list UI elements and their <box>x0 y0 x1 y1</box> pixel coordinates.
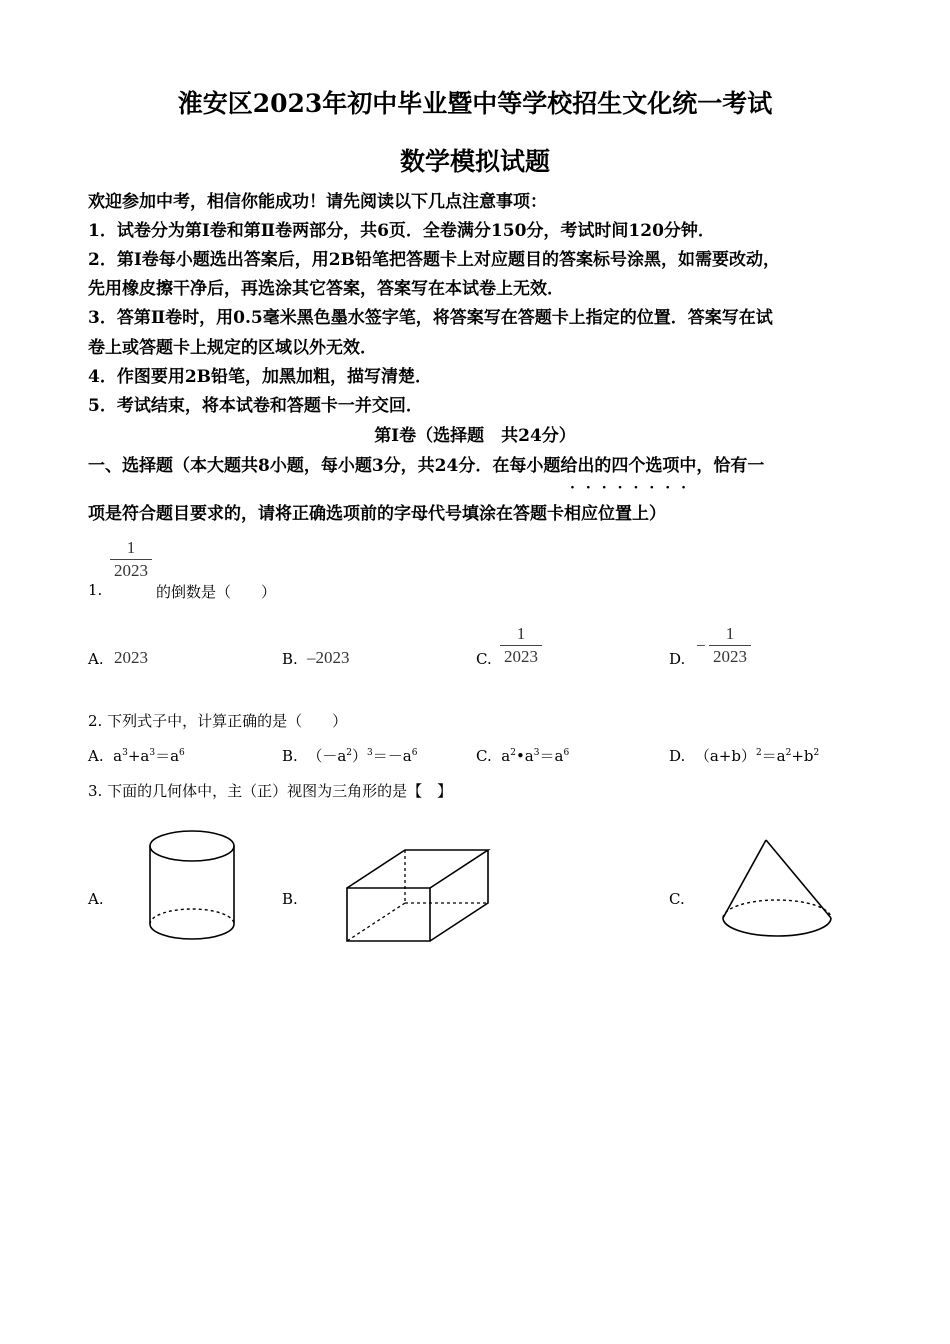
notice-item-4: 4．作图要用2B铅笔，加黑加粗，描写清楚． <box>88 367 433 387</box>
q1-option-b-label: B. <box>282 650 298 668</box>
q1-option-c-label: C. <box>476 650 492 668</box>
fraction-bar <box>500 645 542 646</box>
cylinder-figure <box>145 826 241 948</box>
q3-option-b-label: B. <box>282 890 298 908</box>
section-instruction-line-1: 一、选择题（本大题共8小题，每小题3分，共24分．在每小题给出的四个选项中，恰有一 <box>88 456 765 476</box>
exam-title: 淮安区2023年初中毕业暨中等学校招生文化统一考试 <box>177 89 773 118</box>
q1-option-d-label: D. <box>669 650 686 668</box>
q2-option-d-expression: $(a+b)^2=a^2+b^2$ <box>690 747 820 765</box>
emphasis-dots: ········ <box>570 480 697 496</box>
q3-option-a-label: A. <box>88 890 104 908</box>
cone-figure <box>718 836 838 944</box>
exam-subtitle: 数学模拟试题 <box>399 147 550 176</box>
q1-stem: 的倒数是（ ） <box>156 583 277 601</box>
q1-option-c-numerator: 1 <box>516 624 526 643</box>
q1-fraction-denominator: 2023 <box>114 561 148 580</box>
q2-stem: 2. 下列式子中，计算正确的是（ ） <box>88 712 348 730</box>
notice-item-2-line-1: 2．第Ⅰ卷每小题选出答案后，用2B铅笔把答题卡上对应题目的答案标号涂黑，如需要改动， <box>88 250 780 270</box>
notice-intro: 欢迎参加中考，相信你能成功！请先阅读以下几点注意事项： <box>88 192 547 212</box>
q2-option-b <box>282 745 417 766</box>
q1-option-d-sign: − <box>696 636 706 655</box>
q1-option-c-denominator: 2023 <box>504 647 538 666</box>
q2-option-c <box>476 745 569 766</box>
q3-option-c-label: C. <box>669 890 685 908</box>
notice-item-2-line-2: 先用橡皮擦干净后，再选涂其它答案，答案写在本试卷上无效． <box>88 279 564 299</box>
q1-option-d-fraction <box>709 624 751 667</box>
q1-fraction <box>110 538 152 581</box>
q1-option-d-denominator: 2023 <box>713 647 747 666</box>
q2-option-c-label: C. <box>476 747 492 765</box>
q1-fraction-numerator: 1 <box>126 538 136 557</box>
fraction-bar <box>709 645 751 646</box>
q2-option-d-label: D. <box>669 747 686 765</box>
q2-option-b-expression: $(-a^2)^3=-a^6$ <box>302 747 418 765</box>
q2-option-a-label: A. <box>88 747 104 765</box>
section-heading: 第Ⅰ卷（选择题 共24分） <box>374 426 576 446</box>
notice-item-3-line-1: 3．答第Ⅱ卷时，用0.5毫米黑色墨水签字笔，将答案写在答题卡上指定的位置．答案写在试 <box>88 308 773 328</box>
q1-option-d-numerator: 1 <box>725 624 735 643</box>
q2-option-d <box>669 745 819 766</box>
notice-item-3-line-2: 卷上或答题卡上规定的区域以外无效． <box>88 338 377 358</box>
q1-option-a-label: A. <box>88 650 104 668</box>
q2-option-c-expression: $a^2•a^3=a^6$ <box>496 747 570 765</box>
fraction-bar <box>110 559 152 560</box>
q2-option-a-expression: $a^3+a^3=a^6$ <box>108 747 185 765</box>
rectangular-prism-figure <box>342 844 494 946</box>
notice-item-1: 1．试卷分为第Ⅰ卷和第Ⅱ卷两部分，共6页．全卷满分150分，考试时间120分钟． <box>88 221 715 241</box>
q2-option-b-label: B. <box>282 747 298 765</box>
q3-stem: 3. 下面的几何体中，主（正）视图为三角形的是【 】 <box>88 782 453 800</box>
notice-item-5: 5．考试结束，将本试卷和答题卡一并交回． <box>88 396 423 416</box>
q1-option-b-value: –2023 <box>307 648 350 667</box>
q2-option-a <box>88 745 185 766</box>
q1-option-c-fraction <box>500 624 542 667</box>
section-instruction-line-2: 项是符合题目要求的，请将正确选项前的字母代号填涂在答题卡相应位置上） <box>88 504 666 524</box>
q1-option-a-value: 2023 <box>114 648 148 667</box>
q1-number: 1. <box>88 581 103 599</box>
